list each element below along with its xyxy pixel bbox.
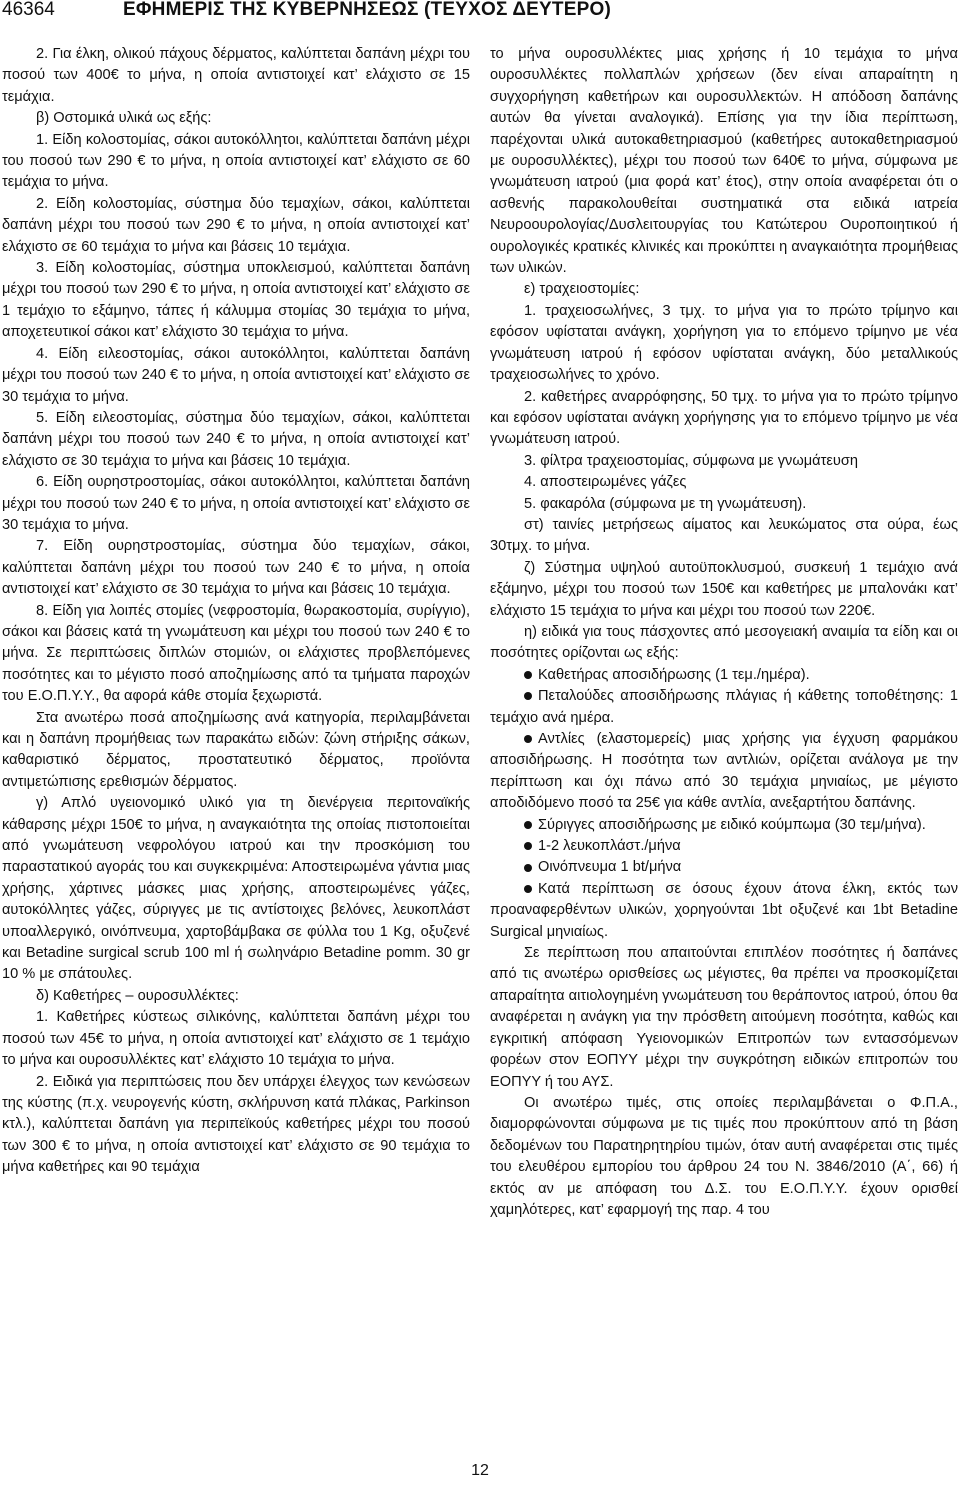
paragraph-text: στ) ταινίες μετρήσεως αίματος και λευκώματος στα ούρα, έως 30τμχ. το μήνα. <box>490 516 958 555</box>
paragraph-text: 7. Είδη ουρηστροστομίας, σύστημα δύο τεμαχίων, σάκοι, καλύπτεται δαπάνη μέχρι του ποσού των 240 € το μήνα, η οποία αντιστοιχεί κατ’ ελάχιστο σε 30 τεμάχια το μήνα και βάσεις 10 τεμάχια. <box>2 538 470 598</box>
paragraph-text: 5. φακαρόλα (σύμφωνα με τη γνωμάτευση). <box>524 495 807 512</box>
paragraph <box>490 815 958 836</box>
bullet-icon <box>524 671 532 679</box>
paragraph-text: 3. φίλτρα τραχειοστομίας, σύμφωνα με γνωμάτευση <box>524 452 858 469</box>
paragraph <box>490 879 958 943</box>
paragraph-text: ζ) Σύστημα υψηλού αυτοϋποκλυσμού, συσκευή 1 τεμάχιο ανά εξάμηνο, μέχρι του ποσού των 150€ και καθετήρες με μπαλονάκι κατ’ ελάχιστο 15 τεμάχια το μήνα και μέχρι του ποσού των 220€. <box>490 559 958 619</box>
paragraph-text: 1. τραχειοσωλήνες, 3 τμχ. το μήνα για το πρώτο τρίμηνο και εφόσον υφίσταται ανάγκη, χορήγηση για το επόμενο τρίμηνο με νέα γνωμάτευση ιατρού ή εφόσον υφίσταται ανάγκη, δύο μεταλλικούς τραχειοσωλήνες το χρόνο. <box>490 302 958 384</box>
paragraph-text: ε) τραχειοστομίες: <box>524 281 640 298</box>
paragraph-text: 2. καθετήρες αναρρόφησης, 50 τμχ. το μήνα για το πρώτο τρίμηνο και εφόσον υφίσταται ανάγκη χορήγησης για το επόμενο τρίμηνο με νέα γνωμάτευση ιατρού. <box>490 388 958 448</box>
paragraph-text: 2. Είδη κολοστομίας, σύστημα δύο τεμαχίων, σάκοι, καλύπτεται δαπάνη μέχρι του ποσού των 290 € το μήνα, η οποία αντιστοιχεί κατ’ ελάχιστο σε 60 τεμάχια το μήνα και βάσεις 10 τεμάχια. <box>2 195 470 255</box>
paragraph <box>490 451 958 472</box>
paragraph <box>2 708 470 794</box>
paragraph <box>490 494 958 515</box>
paragraph-text: 3. Είδη κολοστομίας, σύστημα υποκλεισμού, καλύπτεται δαπάνη μέχρι του ποσού των 290 € το μήνα, η οποία αντιστοιχεί κατ’ ελάχιστο σε 1 τεμάχιο το εξάμηνο, τάπες ή κάλυμμα στομίας 30 τεμάχια το μήνα, αποχετευτικοί σάκοι κατ’ ελάχιστο 30 τεμάχια το μήνα. <box>2 260 470 341</box>
paragraph-text: 5. Είδη ειλεοστομίας, σύστημα δύο τεμαχίων, σάκοι, καλύπτεται δαπάνη μέχρι του ποσού των 240 € το μήνα, η οποία αντιστοιχεί κατ’ ελάχιστο σε 30 τεμάχια το μήνα και βάσεις 10 τεμάχια. <box>2 409 470 469</box>
paragraph-text: 4. Είδη ειλεοστομίας, σάκοι αυτοκόλλητοι, καλύπτεται δαπάνη μέχρι του ποσού των 240 € το μήνα, η οποία αντιστοιχεί κατ’ ελάχιστο σε 30 τεμάχια το μήνα. <box>2 345 470 405</box>
paragraph-text: Καθετήρας αποσιδήρωσης (1 τεμ./ημέρα). <box>538 666 810 683</box>
paragraph <box>490 729 958 815</box>
paragraph <box>490 686 958 729</box>
bullet-icon <box>524 842 532 850</box>
paragraph <box>490 44 958 279</box>
paragraph-text: 1. Είδη κολοστομίας, σάκοι αυτοκόλλητοι, καλύπτεται δαπάνη μέχρι του ποσού των 290 € το μήνα, η οποία αντιστοιχεί κατ’ ελάχιστο σε 60 τεμάχια το μήνα. <box>2 131 470 191</box>
paragraph-text: το μήνα ουροσυλλέκτες μιας χρήσης ή 10 τεμάχια το μήνα ουροσυλλέκτες πολλαπλών χρήσεων (δεν είναι απαραίτητη η συγχορήγηση καθετήρων και ουροσυλλεκτών. Η απόδοση δαπάνης αυτών θα γίνεται αναλογικά). Επίσης για την ίδια περίπτωση, παρέχονται υλικά αυτοκαθετηριασμού (καθετήρες αυτοκαθετηριασμού με ουροσυλλέκτες), μέχρι του ποσού των 640€ το μήνα, σύμφωνα με γνωμάτευση ιατρού (μια φορά κατ’ έτος), στην οποία αναφέρεται ότι ο ασθενής παρακολουθείται συστηματικά στα ειδικά ιατρεία Νευροουρολογίας/Δυσλειτουργίας του Κατώτερου Ουροποιητικού ή ουρολογικές κρατικές κλινικές και προκύπτει η αναγκαιότητα προμήθειας των υλικών. <box>490 46 958 277</box>
paragraph <box>490 387 958 451</box>
paragraph-text: 1. Καθετήρες κύστεως σιλικόνης, καλύπτεται δαπάνη μέχρι του ποσού των 45€ το μήνα, η οποία αντιστοιχεί κατ’ ελάχιστο σε 1 τεμάχιο το μήνα και ουροσυλλέκτες κατ’ ελάχιστο 10 τεμάχια το μήνα. <box>2 1009 470 1069</box>
paragraph-text: δ) Καθετήρες – ουροσυλλέκτες: <box>36 987 239 1004</box>
paragraph <box>490 472 958 493</box>
bullet-icon <box>524 885 532 893</box>
paragraph-text: 1-2 λευκοπλάστ./μήνα <box>538 838 681 855</box>
paragraph-text: Κατά περίπτωση σε όσους έχουν άτονα έλκη, εκτός των προαναφερθέντων υλικών, χορηγούνται 1bt οξυζενέ και 1bt Betadine Surgical μηνιαίως. <box>490 880 958 940</box>
paragraph <box>2 601 470 708</box>
paragraph <box>490 1093 958 1221</box>
paragraph <box>490 665 958 686</box>
paragraph <box>490 943 958 1093</box>
bullet-icon <box>524 821 532 829</box>
paragraph-text: Οι ανωτέρω τιμές, στις οποίες περιλαμβάνεται ο Φ.Π.Α., διαμορφώνονται σύμφωνα με τις τιμές που προκύπτουν από τη βάση δεδομένων του Παρατηρητηρίου τιμών, όταν αυτή αναφέρεται στις τιμές του ελευθέρου εμπορίου του άρθρου 24 του Ν. 3846/2010 (Α΄, 66) ή εκτός αν με απόφαση του Δ.Σ. του Ε.Ο.Π.Υ.Υ. έχουν ορισθεί χαμηλότερες, κατ’ εφαρμογή της παρ. 4 του <box>490 1094 958 1218</box>
paragraph-text: γ) Απλό υγειονομικό υλικό για τη διενέργεια περιτοναϊκής κάθαρσης μέχρι 150€ το μήνα, η αναγκαιότητα της οποίας πιστοποιείται από γνωμάτευση νεφρολόγου ιατρού και την προσκόμιση του παραστατικού αγοράς του και συγκεκριμένα: Αποστειρωμένα γάντια μιας χρήσης, χάρτινες μάσκες μιας χρήσης, αποστειρωμένες γάζες, αυτοκόλλητες γάζες, σύριγγες με τις αντίστοιχες βελόνες, λευκοπλάστ υποαλλεργικό, οινόπνευμα, χαρτοβάμβακα σε φύλλα του 1 Kg, οξυζενέ και Betadine surgical scrub 100 ml ή σωληνάριο Betadine pomm. 30 gr 10 % με σπάτουλες. <box>2 795 470 983</box>
paragraph <box>2 130 470 194</box>
paragraph-text: 6. Είδη ουρηστροστομίας, σάκοι αυτοκόλλητοι, καλύπτεται δαπάνη μέχρι του ποσού των 240 € το μήνα, η οποία αντιστοιχεί κατ’ ελάχιστο σε 30 τεμάχια το μήνα. <box>2 474 470 533</box>
paragraph <box>490 279 958 300</box>
paragraph-text: Στα ανωτέρω ποσά αποζημίωσης ανά κατηγορία, περιλαμβάνεται και η δαπάνη προμήθειας των παρακάτω ειδών: ζώνη στήριξης σάκων, καθαριστικό δέρματος, προστατευτικό δέρματος, προϊόντα αντιμετώπισης ερεθισμών δέρματος. <box>2 709 470 790</box>
paragraph-text: 4. αποστειρωμένες γάζες <box>524 474 687 491</box>
paragraph <box>2 793 470 986</box>
paragraph <box>490 622 958 665</box>
page-footer-number: 12 <box>471 1462 489 1479</box>
paragraph <box>2 194 470 258</box>
paragraph <box>490 836 958 857</box>
paragraph <box>2 108 470 129</box>
paragraph-text: Πεταλούδες αποσιδήρωσης πλάγιας ή κάθετης τοποθέτησης: 1 τεμάχιο ανά ημέρα. <box>490 688 958 726</box>
left-column <box>2 44 470 1179</box>
paragraph <box>2 472 470 536</box>
paragraph <box>490 515 958 558</box>
paragraph <box>2 44 470 108</box>
paragraph <box>2 1072 470 1179</box>
paragraph <box>2 258 470 344</box>
paragraph-text: 2. Ειδικά για περιπτώσεις που δεν υπάρχει έλεγχος των κενώσεων της κύστης (π.χ. νευρογενής κύστη, σκλήρυνση κατά πλάκας, Parkinson κτλ.), καλύπτεται δαπάνη για περιπεϊκούς καθετήρες μέχρι του ποσού των 300 € το μήνα, η οποία αντιστοιχεί κατ’ ελάχιστο σε 90 τεμάχια το μήνα καθετήρες και 90 τεμάχια <box>2 1073 470 1176</box>
paragraph <box>2 536 470 600</box>
paragraph <box>2 408 470 472</box>
paragraph <box>2 1007 470 1071</box>
paragraph-text: 8. Είδη για λοιπές στομίες (νεφροστομία, θωρακοστομία, συρίγγιο), σάκοι και βάσεις κατά τη γνωμάτευση και μέχρι του ποσού των 240 € το μήνα. Σε περιπτώσεις διπλών στομιών, οι ελάχιστες προβλεπόμενες ποσότητες και το μέγιστο ποσό αποζημίωσης από τα τμήματα παροχών του Ε.Ο.Π.Υ.Υ., θα αφορά κάθε στομία ξεχωριστά. <box>2 602 470 705</box>
paragraph-text: 2. Για έλκη, ολικού πάχους δέρματος, καλύπτεται δαπάνη μέχρι του ποσού των 400€ το μήνα, η οποία αντιστοιχεί κατ’ ελάχιστο σε 15 τεμάχια. <box>2 46 470 105</box>
paragraph-text: Σύριγγες αποσιδήρωσης με ειδικό κούμπωμα (30 τεμ/μήνα). <box>538 816 926 833</box>
gazette-title: ΕΦΗΜΕΡΙΣ ΤΗΣ ΚΥΒΕΡΝΗΣΕΩΣ (ΤΕΥΧΟΣ ΔΕΥΤΕΡΟ) <box>123 0 611 20</box>
paragraph <box>2 986 470 1007</box>
paragraph <box>490 558 958 622</box>
right-column <box>490 44 958 1221</box>
paragraph-text: Αντλίες (ελαστομερείς) μιας χρήσης για έγχυση φαρμάκου αποσιδήρωσης. Η ποσότητα των αντλιών, ορίζεται ανάλογα με την περίπτωση και όχι πάνω από 30 τεμάχια μηνιαίως, με μέγιστο αποδιδόμενο ποσό τα 25€ για κάθε αντλία, ανεξαρτήτου δαπάνης. <box>490 731 958 812</box>
paragraph-text: Οινόπνευμα 1 bt/μήνα <box>538 859 682 876</box>
bullet-icon <box>524 735 532 743</box>
bullet-icon <box>524 692 532 700</box>
paragraph <box>490 857 958 878</box>
paragraph-text: β) Οστομικά υλικά ως εξής: <box>36 110 212 127</box>
paragraph-text: Σε περίπτωση που απαιτούνται επιπλέον ποσότητες ή δαπάνες από τις ανωτέρω ορισθείσες ως μέγιστες, θα πρέπει να προσκομίζεται απαραίτητα αιτιολογημένη γνωμάτευση του θεράποντος ιατρού, όπου θα αναφέρεται η ανάγκη για την πρόσθετη αιτούμενη ποσότητα, καθώς και εγκριτική απόφαση Υγειονομικών Επιτροπών των εντασσόμενων φορέων στον ΕΟΠΥΥ μέχρι την συγκρότηση ειδικών επιτροπών του ΕΟΠΥΥ ή του ΑΥΣ. <box>490 945 958 1090</box>
bullet-icon <box>524 864 532 872</box>
paragraph <box>2 344 470 408</box>
paragraph <box>490 301 958 387</box>
page-header <box>0 0 960 30</box>
paragraph-text: η) ειδικά για τους πάσχοντες από μεσογειακή αναιμία τα είδη και οι ποσότητες ορίζονται ως εξής: <box>490 623 958 662</box>
page-number: 46364 <box>2 0 55 20</box>
